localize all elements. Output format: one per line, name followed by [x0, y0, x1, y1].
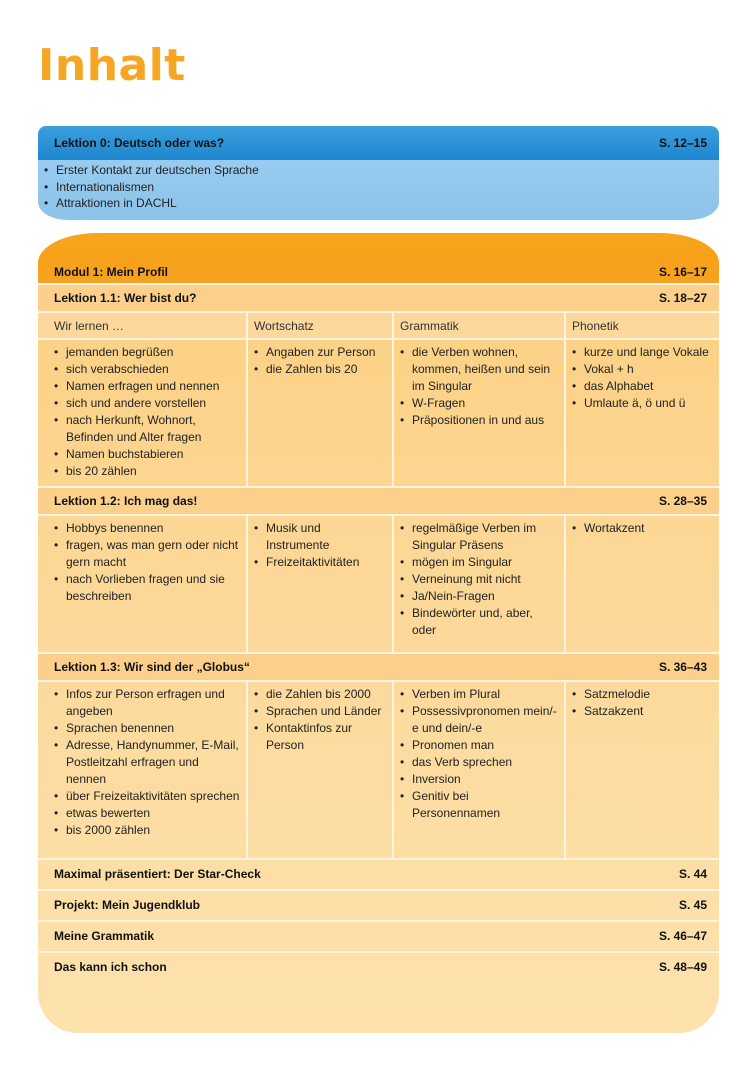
list-item: • Namen buchstabieren [66, 446, 240, 463]
list-item: • Internationalismen [56, 179, 719, 196]
list-item: • Musik und Instrumente [266, 520, 386, 554]
extra-row-bar [38, 953, 719, 980]
column-header-phonetik: Phonetik [564, 313, 719, 340]
cell-phonetik [564, 516, 719, 652]
list-item: • Ja/Nein-Fragen [412, 588, 558, 605]
list-item: • die Zahlen bis 20 [266, 361, 386, 378]
bullet-list [254, 344, 386, 378]
module-1-pages: S. 16–17 [658, 265, 707, 279]
list-item: • jemanden begrüßen [66, 344, 240, 361]
list-item: • Satzmelodie [584, 686, 713, 703]
extra-title: Das kann ich schon [54, 959, 167, 974]
list-item: • bis 2000 zählen [66, 822, 240, 839]
lesson-1-2-header[interactable] [38, 486, 719, 514]
list-item: • Freizeitaktivitäten [266, 554, 386, 571]
lesson-pages: S. 18–27 [658, 291, 707, 305]
module-1-header[interactable] [38, 261, 719, 283]
extra-title: Maximal präsentiert: Der Star-Check [54, 866, 261, 881]
bullet-list [54, 686, 240, 839]
list-item: • bis 20 zählen [66, 463, 240, 480]
extra-title: Meine Grammatik [54, 928, 155, 943]
module-1-title: Modul 1: Mein Profil [54, 265, 168, 279]
cell-phonetik [564, 682, 719, 858]
list-item: • die Verben wohnen, kommen, heißen und sein im Singular [412, 344, 558, 395]
cell-wortschatz [246, 340, 392, 486]
list-item: • Umlaute ä, ö und ü [584, 395, 713, 412]
extra-pages: S. 45 [678, 897, 707, 912]
bullet-list [254, 520, 386, 571]
bullet-list [54, 520, 240, 605]
extra-pages: S. 44 [678, 866, 707, 881]
list-item: • Wortakzent [584, 520, 713, 537]
page-title: Inhalt [38, 40, 186, 91]
column-header-grammatik: Grammatik [392, 313, 564, 340]
list-item: • Sprachen benennen [66, 720, 240, 737]
bullet-list [400, 686, 558, 822]
list-item: • nach Herkunft, Wohnort, Befinden und Alter fragen [66, 412, 240, 446]
extras-container [38, 858, 719, 982]
cell-wir-lernen [38, 340, 246, 486]
lesson-0-header[interactable] [38, 126, 719, 160]
cell-grammatik [392, 340, 564, 486]
list-item: • nach Vorlieben fragen und sie beschreiben [66, 571, 240, 605]
list-item: • kurze und lange Vokale [584, 344, 713, 361]
lesson-title: Lektion 1.2: Ich mag das! [54, 494, 198, 508]
list-item: • Bindewörter und, aber, oder [412, 605, 558, 639]
list-item: • fragen, was man gern oder nicht gern macht [66, 537, 240, 571]
lesson-table [38, 514, 719, 652]
cell-wortschatz [246, 682, 392, 858]
list-item: • Präpositionen in und aus [412, 412, 558, 429]
list-item: • Erster Kontakt zur deutschen Sprache [56, 162, 719, 179]
lesson-pages: S. 28–35 [658, 494, 707, 508]
list-item: • Possessivpronomen mein/-e und dein/-e [412, 703, 558, 737]
lesson-0-box [38, 126, 719, 220]
cell-wir-lernen [38, 516, 246, 652]
lesson-0-title: Lektion 0: Deutsch oder was? [54, 136, 225, 150]
module-1-box [38, 233, 719, 1033]
list-item: • sich und andere vorstellen [66, 395, 240, 412]
lesson-table [38, 311, 719, 486]
list-item: • Sprachen und Länder [266, 703, 386, 720]
cell-wir-lernen [38, 682, 246, 858]
list-item: • etwas bewerten [66, 805, 240, 822]
lesson-table [38, 680, 719, 858]
list-item: • Kontaktinfos zur Person [266, 720, 386, 754]
bullet-list [400, 520, 558, 639]
list-item: • Namen erfragen und nennen [66, 378, 240, 395]
list-item: • mögen im Singular [412, 554, 558, 571]
list-item: • Verneinung mit nicht [412, 571, 558, 588]
list-item: • Inversion [412, 771, 558, 788]
cell-wortschatz [246, 516, 392, 652]
list-item: • Pronomen man [412, 737, 558, 754]
lessons-container [38, 283, 719, 858]
extra-title: Projekt: Mein Jugendklub [54, 897, 201, 912]
list-item: • das Verb sprechen [412, 754, 558, 771]
list-item: • Genitiv bei Personennamen [412, 788, 558, 822]
list-item: • Vokal + h [584, 361, 713, 378]
extra-row-bar [38, 922, 719, 949]
list-item: • über Freizeitaktivitäten sprechen [66, 788, 240, 805]
list-item: • sich verabschieden [66, 361, 240, 378]
list-item: • Hobbys benennen [66, 520, 240, 537]
extra-pages: S. 46–47 [658, 928, 707, 943]
extra-row-bar [38, 891, 719, 918]
extra-row[interactable] [38, 951, 719, 982]
lesson-title: Lektion 1.3: Wir sind der „Globus“ [54, 660, 250, 674]
bullet-list [400, 344, 558, 429]
lesson-1-1-header[interactable] [38, 283, 719, 311]
bullet-list [572, 520, 713, 537]
extra-row[interactable] [38, 889, 719, 920]
bullet-list [254, 686, 386, 754]
list-item: • die Zahlen bis 2000 [266, 686, 386, 703]
extra-row-bar [38, 860, 719, 887]
bullet-list [572, 344, 713, 412]
lesson-0-pages: S. 12–15 [658, 136, 707, 150]
list-item: • Infos zur Person erfragen und angeben [66, 686, 240, 720]
lesson-1-3-header[interactable] [38, 652, 719, 680]
extra-pages: S. 48–49 [658, 959, 707, 974]
list-item: • Verben im Plural [412, 686, 558, 703]
list-item: • Adresse, Handynummer, E-Mail, Postleitzahl erfragen und nennen [66, 737, 240, 788]
lesson-pages: S. 36–43 [658, 660, 707, 674]
lesson-title: Lektion 1.1: Wer bist du? [54, 291, 197, 305]
bullet-list [572, 686, 713, 720]
cell-grammatik [392, 516, 564, 652]
list-item: • Attraktionen in DACHL [56, 195, 719, 212]
list-item: • das Alphabet [584, 378, 713, 395]
module-top-band [38, 233, 719, 261]
bullet-list [54, 344, 240, 480]
extra-row[interactable] [38, 920, 719, 951]
list-item: • Angaben zur Person [266, 344, 386, 361]
column-header-wir-lernen: Wir lernen … [38, 313, 246, 340]
list-item: • W-Fragen [412, 395, 558, 412]
list-item: • regelmäßige Verben im Singular Präsens [412, 520, 558, 554]
column-header-wortschatz: Wortschatz [246, 313, 392, 340]
cell-grammatik [392, 682, 564, 858]
extra-row[interactable] [38, 858, 719, 889]
lesson-0-list [38, 160, 719, 212]
cell-phonetik [564, 340, 719, 486]
list-item: • Satzakzent [584, 703, 713, 720]
